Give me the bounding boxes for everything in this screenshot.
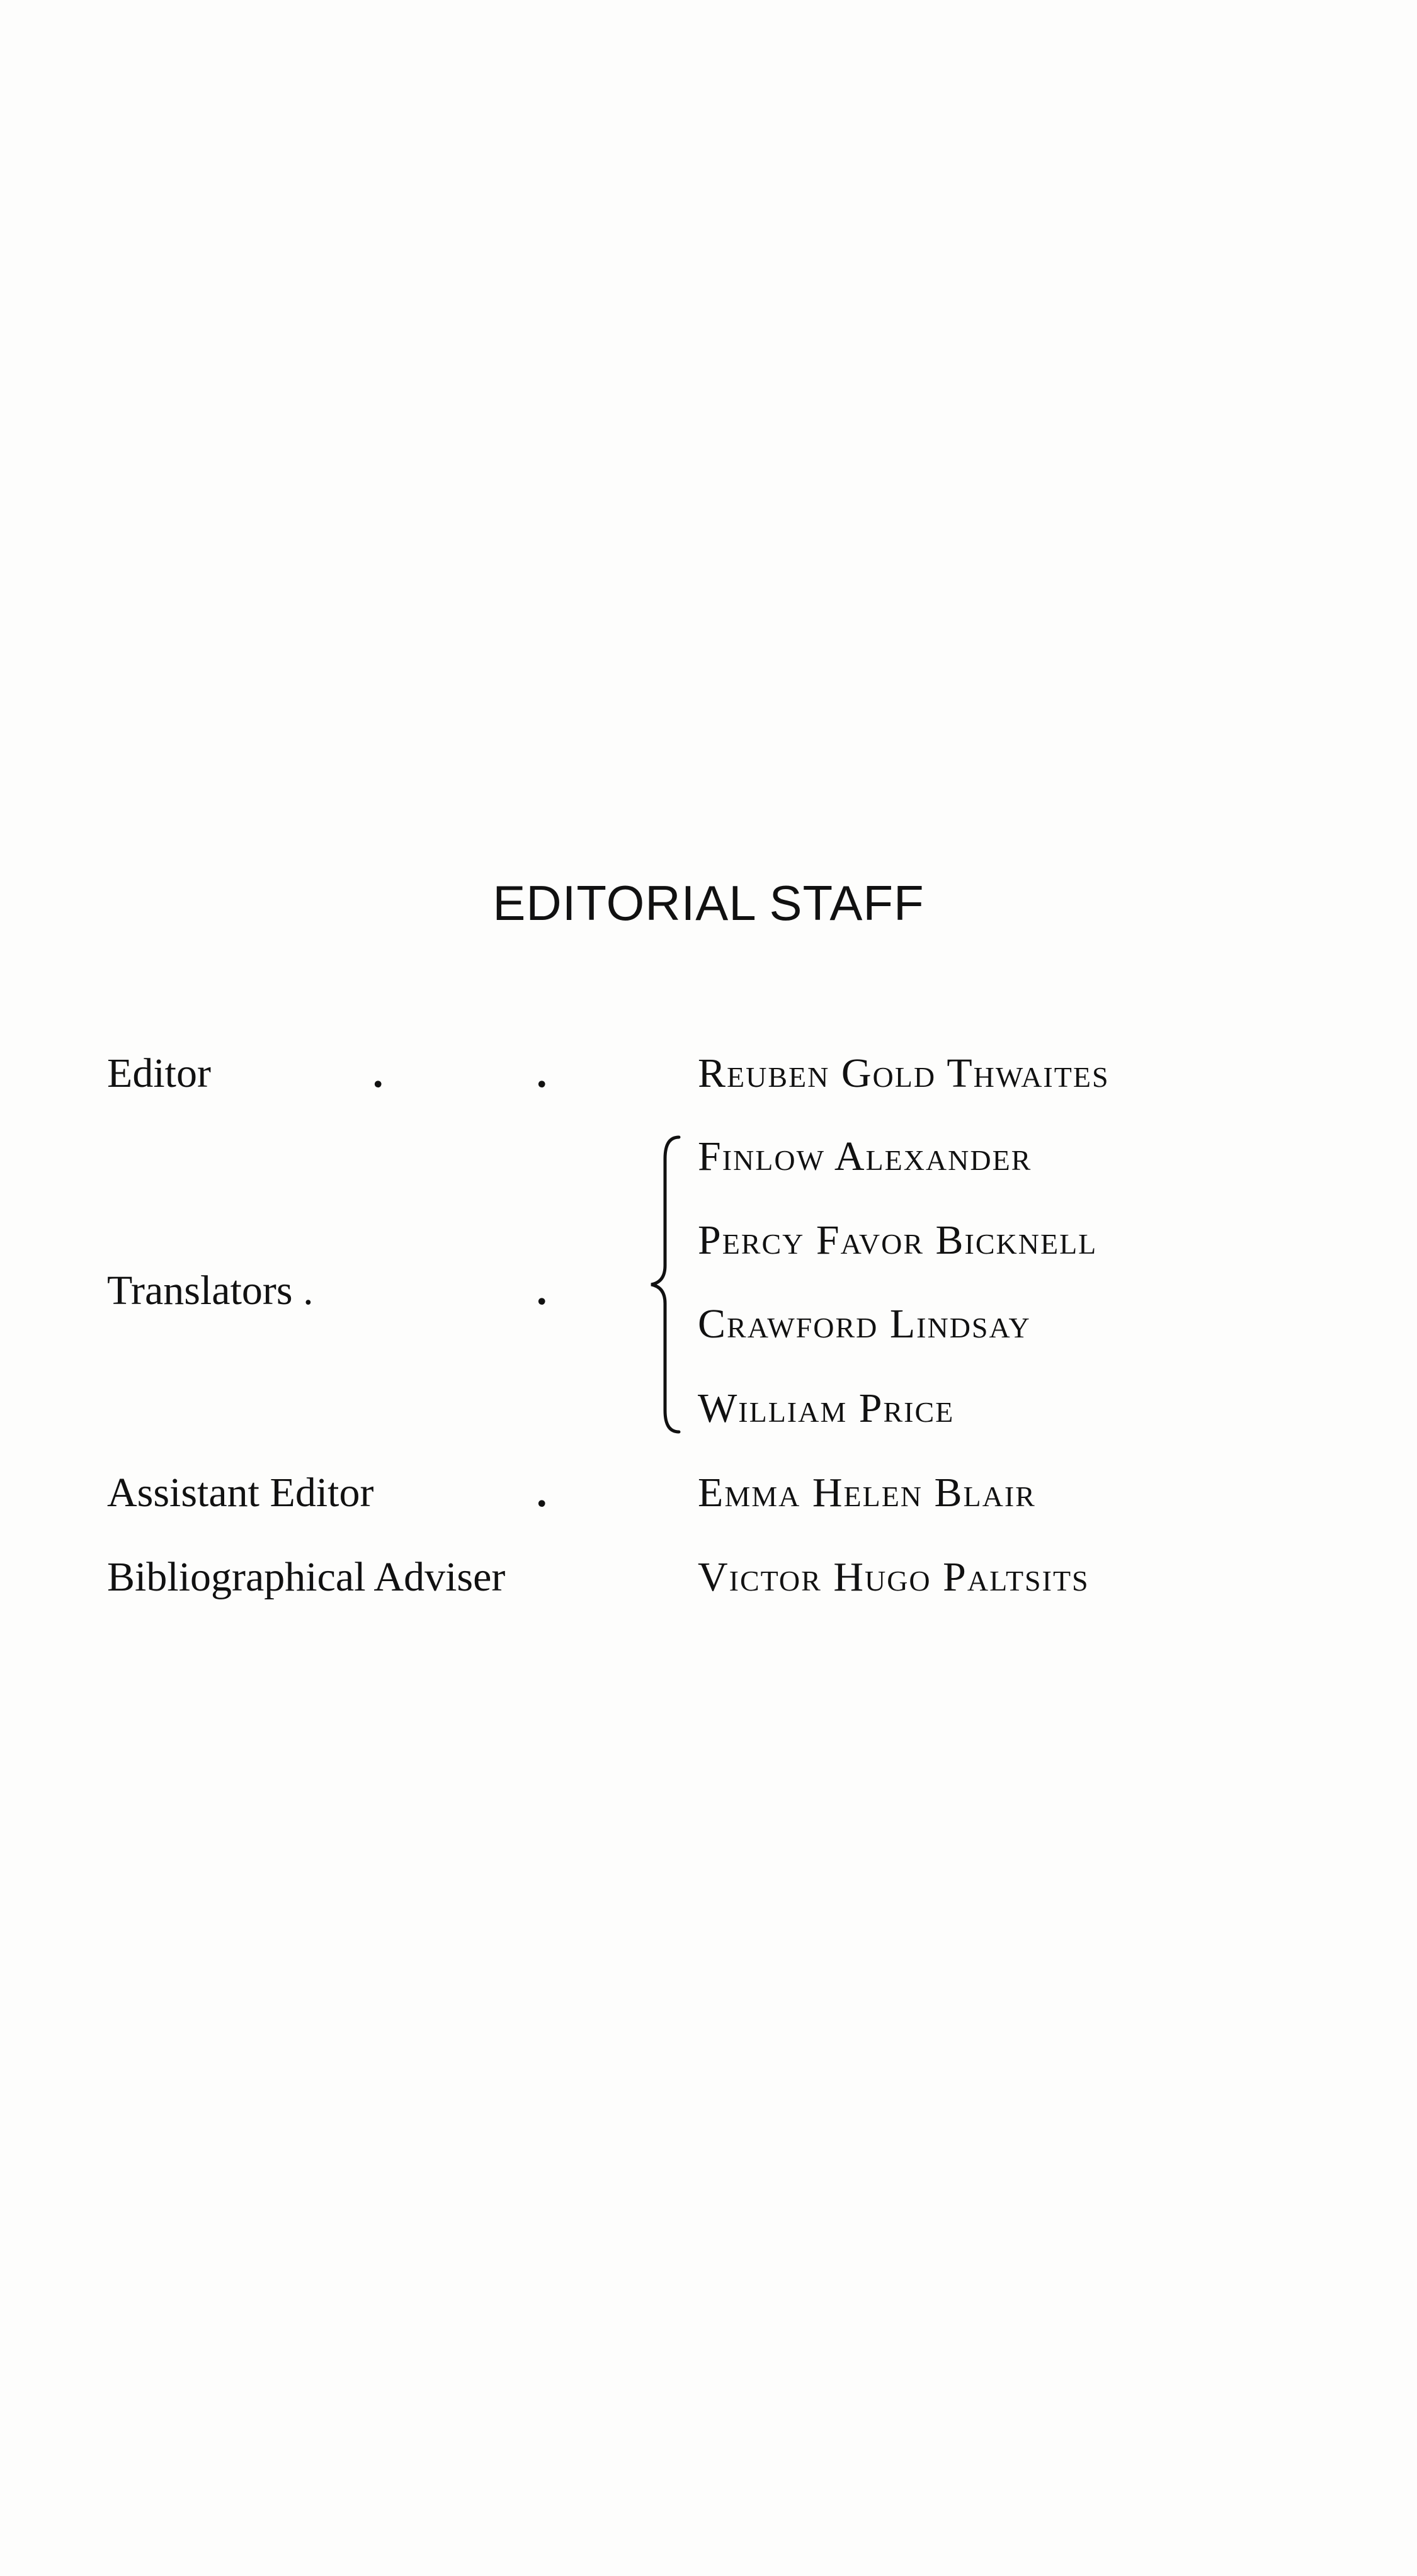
staff-row-editor (0, 1045, 1417, 1102)
staff-name: Crawford Lindsay (698, 1301, 1031, 1347)
staff-row-assistant-editor (0, 1465, 1417, 1521)
translator-name-row (0, 1212, 1417, 1269)
translator-name-row (0, 1128, 1417, 1185)
role-label: Assistant Editor (107, 1470, 374, 1516)
staff-row-bibliographical-adviser (0, 1549, 1417, 1606)
curly-brace (647, 1133, 685, 1436)
leader-dot: . (537, 1268, 547, 1314)
leader-dot: . (373, 1050, 384, 1096)
role-label: Bibliographical Adviser (107, 1554, 506, 1600)
staff-name: Finlow Alexander (698, 1133, 1032, 1179)
leader-dot: . (537, 1470, 547, 1516)
role-label: Translators . (107, 1268, 314, 1314)
staff-name: Reuben Gold Thwaites (698, 1050, 1110, 1096)
staff-name: William Price (698, 1385, 955, 1431)
staff-name: Emma Helen Blair (698, 1470, 1036, 1516)
leader-dot: . (537, 1050, 547, 1096)
page-heading: EDITORIAL STAFF (492, 875, 925, 931)
translator-name-row (0, 1380, 1417, 1437)
role-label: Editor (107, 1050, 211, 1096)
translator-name-row (0, 1296, 1417, 1353)
staff-name: Victor Hugo Paltsits (698, 1554, 1090, 1600)
staff-name: Percy Favor Bicknell (698, 1217, 1098, 1263)
